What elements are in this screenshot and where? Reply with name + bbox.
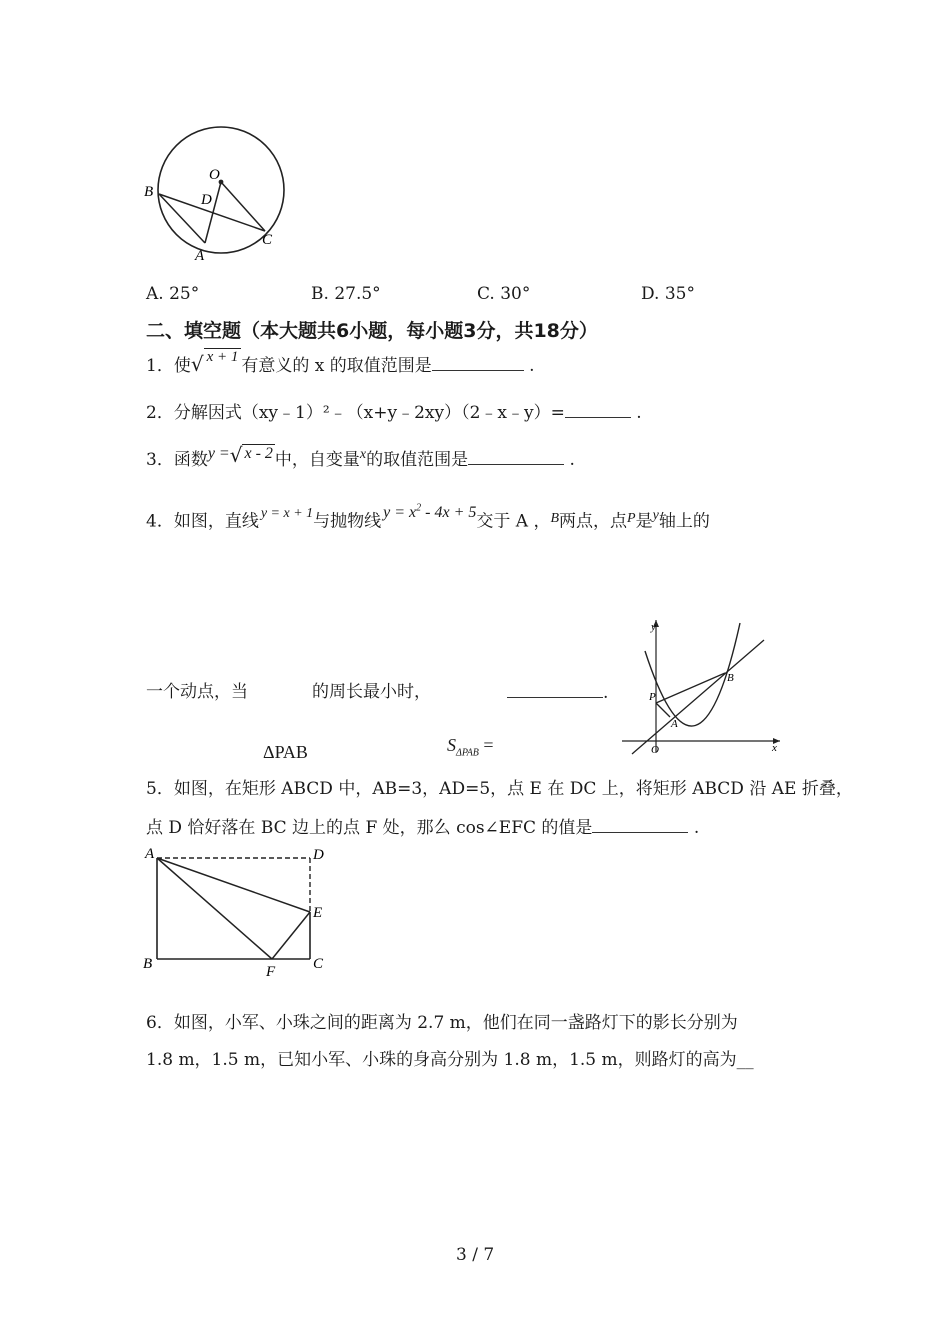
- label-b: B: [727, 672, 734, 684]
- label-a: A: [195, 248, 205, 264]
- label-x: x: [772, 742, 777, 754]
- label-p: P: [649, 691, 656, 703]
- label-o: O: [651, 744, 659, 756]
- question-2: 2．分解因式（xy﹣1）²﹣（x+y﹣2xy）（2﹣x﹣y）= .: [146, 403, 642, 423]
- label-d: D: [201, 192, 212, 208]
- answer-blank-2[interactable]: [565, 401, 631, 418]
- line-equation: y = x + 1: [260, 506, 314, 522]
- parabola-figure: [618, 616, 788, 756]
- label-f: F: [266, 964, 276, 980]
- label-c: C: [262, 232, 273, 248]
- parabola-curve: [645, 623, 740, 726]
- question-1: 1．使√ x + 1 有意义的 x 的取值范围是 .: [146, 349, 535, 376]
- question-4: 4．如图，直线 $^{y = x + 1}$与抛物线 $y = x^2 - 4x + 5$交于 A ，$^B$两点，点$^P$是$^y$轴上的: [146, 503, 710, 532]
- label-c: C: [313, 956, 324, 972]
- question-5-line-1: 5．如图，在矩形 ABCD 中，AB=3，AD=5，点 E 在 DC 上，将矩形 ABCD 沿 AE 折叠，: [146, 779, 853, 799]
- label-a: A: [671, 718, 678, 730]
- fold-line-ae: [157, 858, 310, 912]
- label-b: B: [144, 184, 154, 200]
- answer-blank-1[interactable]: [432, 354, 524, 371]
- question-6-line-2: 1.8 m，1.5 m，已知小军、小珠的身高分别为 1.8 m，1.5 m，则路灯的高为__: [146, 1050, 754, 1070]
- label-o: O: [209, 167, 220, 183]
- sqrt-radicand: x - 2: [244, 445, 273, 462]
- choice-d: D. 35°: [641, 284, 695, 304]
- question-5-line-2: 点 D 恰好落在 BC 边上的点 F 处，那么 cos∠EFC 的值是 .: [146, 818, 700, 838]
- question-4-line-2b: 的周长最小时，: [312, 682, 431, 702]
- label-a: A: [145, 846, 155, 862]
- question-4-line-2a: 一个动点，当: [146, 682, 248, 702]
- segment-af: [157, 858, 272, 959]
- segment-pb: [656, 673, 725, 703]
- label-y: y: [651, 621, 656, 633]
- answer-blank-4[interactable]: [507, 681, 603, 698]
- sqrt-symbol: √: [190, 352, 204, 376]
- sqrt-radicand: x + 1: [204, 348, 242, 365]
- label-b: B: [143, 956, 153, 972]
- rectangle-figure: [140, 842, 340, 982]
- answer-blank-3[interactable]: [468, 448, 564, 465]
- label-d: D: [313, 847, 324, 863]
- parabola-equation: $y = x^2 - 4x + 5$: [383, 503, 477, 522]
- question-6-line-1: 6．如图，小军、小珠之间的距离为 2.7 m，他们在同一盏路灯下的影长分别为: [146, 1013, 738, 1033]
- section-heading: 二、填空题（本大题共6小题，每小题3分，共18分）: [146, 320, 598, 342]
- choice-c: C. 30°: [477, 284, 531, 304]
- question-4-answer: .: [507, 681, 608, 704]
- triangle-pab: ΔPAB: [263, 742, 308, 762]
- choice-b: B. 27.5°: [311, 284, 381, 304]
- circle-figure: [140, 118, 300, 266]
- label-e: E: [313, 905, 323, 921]
- answer-blank-5[interactable]: [592, 816, 688, 833]
- sqrt-symbol: √: [229, 443, 243, 467]
- page-number: 3 / 7: [456, 1245, 495, 1265]
- question-3: 3．函数y =√ x - 2 中，自变量$^x$的取值范围是 .: [146, 443, 575, 470]
- segment-fe: [272, 912, 310, 959]
- choice-a: A. 25°: [146, 284, 200, 304]
- area-expression: $S_{\Delta PAB}$ =: [447, 735, 494, 759]
